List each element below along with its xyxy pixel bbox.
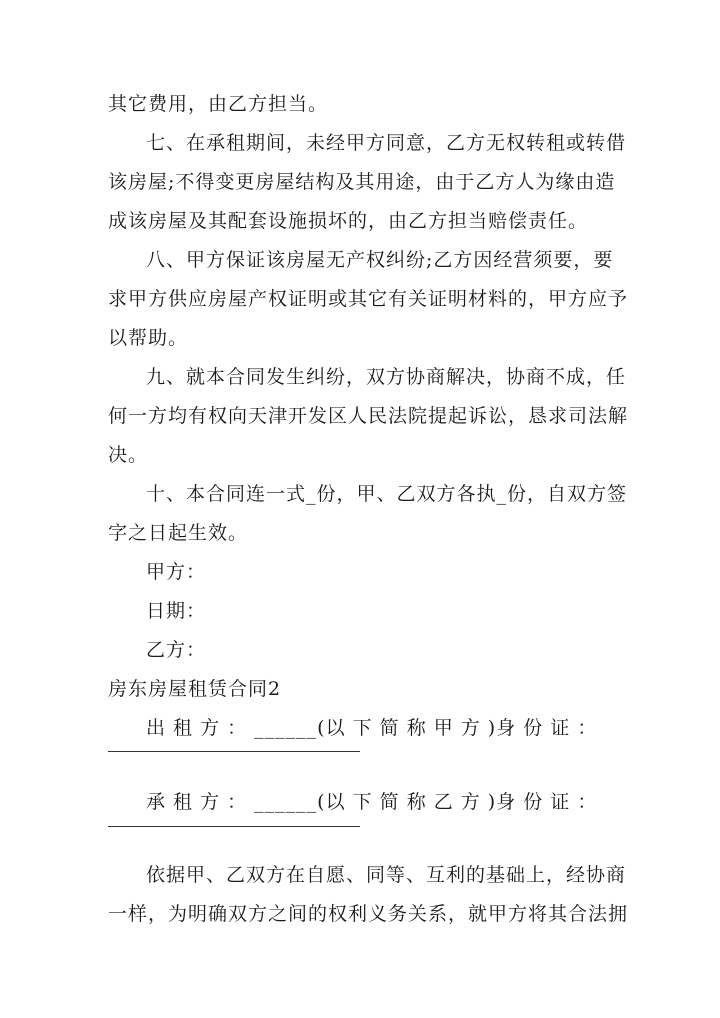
lessor-id-blank [108, 751, 360, 752]
clause-10-line: 字之日起生效。 [108, 522, 249, 544]
clause-9-line: 决。 [108, 444, 149, 466]
clause-8-line: 八、甲方保证该房屋无产权纠纷;乙方因经营须要，要 [146, 249, 614, 271]
clause-8-line: 以帮助。 [108, 327, 189, 349]
text-line: 其它费用，由乙方担当。 [108, 93, 329, 115]
signature-party-b: 乙方： [146, 639, 207, 661]
clause-10-line: 十、本合同连一式_份，甲、乙双方各执_份，自双方签 [146, 483, 628, 505]
clause-9-line: 九、就本合同发生纠纷，双方协商解决，协商不成，任 [146, 366, 627, 388]
clause-7-line: 该房屋;不得变更房屋结构及其用途，由于乙方人为缘由造 [108, 171, 616, 193]
clause-7-line: 成该房屋及其配套设施损坏的，由乙方担当赔偿责任。 [108, 210, 589, 232]
preamble-line: 一样，为明确双方之间的权利义务关系，就甲方将其合法拥 [108, 903, 629, 925]
lessee-line: 承 租 方 ： ______(以 下 简 称 乙 方 )身 份 证 ： [146, 791, 598, 813]
section-title: 房东房屋租赁合同2 [108, 678, 282, 700]
clause-8-line: 求甲方供应房屋产权证明或其它有关证明材料的，甲方应予 [108, 288, 629, 310]
preamble-line: 依据甲、乙双方在自愿、同等、互利的基础上，经协商 [146, 864, 627, 886]
lessor-line: 出 租 方 ： ______(以 下 简 称 甲 方 )身 份 证 ： [146, 717, 598, 739]
clause-9-line: 何一方均有权向天津开发区人民法院提起诉讼，恳求司法解 [108, 405, 629, 427]
lessee-id-blank [108, 826, 360, 827]
signature-party-a: 甲方： [146, 561, 207, 583]
signature-date: 日期： [146, 600, 207, 622]
clause-7-line: 七、在承租期间，未经甲方同意，乙方无权转租或转借 [146, 132, 627, 154]
